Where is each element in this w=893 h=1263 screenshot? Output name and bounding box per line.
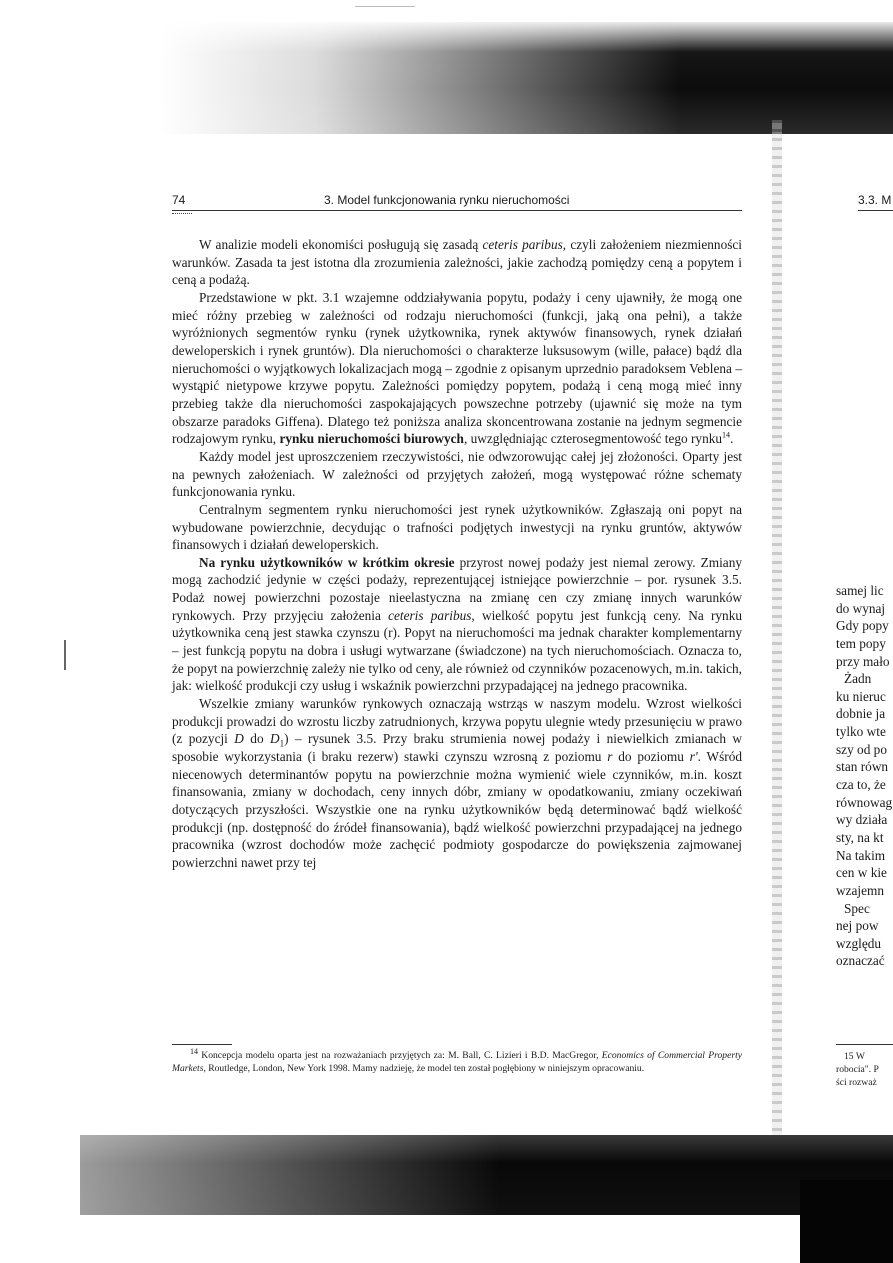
book-gutter <box>772 120 782 1140</box>
paragraph: Centralnym segmentem rynku nieruchomości jest rynek użytkowników. Zgłaszają oni popyt na wybudowane powierzchnie, decydując o trafności podjętych inwestycji na rynku gruntów, aktywów finansowych i działań deweloperskich. <box>172 501 742 553</box>
facing-footnote-rule <box>836 1044 893 1045</box>
bold-term: rynku nieruchomości biurowych <box>279 431 464 447</box>
margin-mark <box>64 640 66 670</box>
facing-page-lines: samej lic do wynaj Gdy popy tem popy przy mało Żadn ku nieruc dobnie ja tylko wte szy od po stan równ cza to, że równowag wy działa sty, na kt Na takim cen w kie wzajemn Spec nej pow względu oznaczać <box>836 583 893 969</box>
scan-shadow-corner <box>800 1180 893 1263</box>
footnote: $^{14}$ Koncepcja modelu oparta jest na rozważaniach przyjętych za: M. Ball, C. Lizieri i B.D. MacGregor, Economics of Commercial Property Markets, Routledge, London, New York 1998. Mamy nadzieję, że model ten został pogłębiony w niniejszym opracowaniu. <box>172 1046 742 1074</box>
scan-shadow-bottom-fade <box>80 1135 500 1215</box>
facing-page-header: 3.3. M <box>858 193 892 207</box>
scan-shadow-top-gradient <box>160 22 680 134</box>
bold-term: Na rynku użytkowników w krótkim okresie <box>199 554 455 570</box>
page-header <box>172 193 742 213</box>
footnote-rule <box>172 1044 232 1045</box>
footnote-number: 14 <box>190 1046 198 1056</box>
header-dots <box>172 213 192 215</box>
paragraph: Przedstawione w pkt. 3.1 wzajemne oddziaływania popytu, podaży i ceny ujawniły, że mogą one mieć różny przebieg w zależności od rodzaju nieruchomości (funkcji, jaką ona pełni), a także wyróżnionych segmentów rynku (rynek użytkownika, rynek aktywów finansowych, rynek działań deweloperskich i rynek gruntów). Dla nieruchomości o charakterze luksusowym (wille, pałace) bądź dla nieruchomości o wyjątkowych lokalizacjach mogą – zgodnie z opisanym uprzednio paradoksem Veblena – wystąpić nietypowe krzywe popytu. Zależności pomiędzy popytem, podażą i ceną mogą mieć inny przebieg także dla nieruchomości zaspokajających powszechne potrzeby (ujawnić się może na tym obszarze paradoks Giffena). Dlatego też poniższa analiza skoncentrowana zostanie na jednym segmencie rodzajowym rynku, rynku nieruchomości biurowych, uwzględniając czterosegmentowość tego rynku$^{14}$. <box>172 289 742 447</box>
footnote-ref: 14 <box>722 430 731 440</box>
header-rule <box>172 210 742 211</box>
facing-page <box>836 0 893 1263</box>
facing-page-rule <box>858 210 893 211</box>
paragraph: W analizie modeli ekonomiści posługują się zasadą ceteris paribus, czyli założeniem niezmienności warunków. Zasada ta jest istotna dla zrozumienia zależności, jakie zachodzą pomiędzy ceną a popytem i ceną a podażą. <box>172 237 742 288</box>
page-number: 74 <box>172 193 186 207</box>
facing-page-footnote: 15 W robocia". P ści rozważ <box>836 1051 879 1088</box>
body-text <box>172 236 742 872</box>
scan-top-line <box>355 6 415 7</box>
paragraph: Na rynku użytkowników w krótkim okresie przyrost nowej podaży jest niemal zerowy. Zmiany mogą zachodzić jedynie w części podaży, reprezentującej istniejące powierzchnie – por. rysunek 3.5. Podaż nowej powierzchni pozostaje nieelastyczna na zmianę cen czy zmianę innych warunków rynkowych. Przy przyjęciu założenia ceteris paribus, wielkość popytu jest funkcją ceny. Na rynku użytkownika ceną jest stawka czynszu (r). Popyt na nieruchomości ma jednak charakter komplementarny – jest funkcją popytu na dobra i usługi wytwarzane (świadczone) na tych nieruchomościach. Oznacza to, że popyt na powierzchnię zależy nie tylko od ceny, ale również od czynników pozacenowych, m.in. takich, jak: wielkość produkcji czy usług i wskaźnik powierzchni przypadającej na jednego pracownika. <box>172 554 742 694</box>
chapter-title: 3. Model funkcjonowania rynku nieruchomości <box>324 193 570 207</box>
paragraph: Każdy model jest uproszczeniem rzeczywistości, nie odwzorowując całej jej złożoności. Oparty jest na pewnych założeniach. W zależności od przyjętych założeń, mogą występować różne schematy funkcjonowania rynku. <box>172 448 742 500</box>
paragraph: Wszelkie zmiany warunków rynkowych oznaczają wstrząs w naszym modelu. Wzrost wielkości produkcji prowadzi do wzrostu liczby zatrudnionych, krzywa popytu ulegnie wtedy przesunięciu w prawo (z pozycji D do $D_1$) – rysunek 3.5. Przy braku strumienia nowej podaży i niewielkich zmianach w sposobie wykorzystania (i braku rezerw) stawki czynszu wzrosną z poziomu r do poziomu r'. Wśród niecenowych determinantów popytu na powierzchnie można wymienić wiele czynników, m.in. koszt finansowania, zmiany w dochodach, ceny innych dóbr, zmiany w opodatkowaniu, zmiany oczekiwań dotyczących przyszłości. Wszystkie one na rynku użytkowników będą determinować bądź wielkość produkcji (np. dostępność do źródeł finansowania), bądź wielkość powierzchni przypadającej na jednego pracownika (wzrost dochodów może zachęcić podmioty gospodarcze do powiększenia zajmowanej powierzchni nawet przy tej <box>172 696 742 870</box>
